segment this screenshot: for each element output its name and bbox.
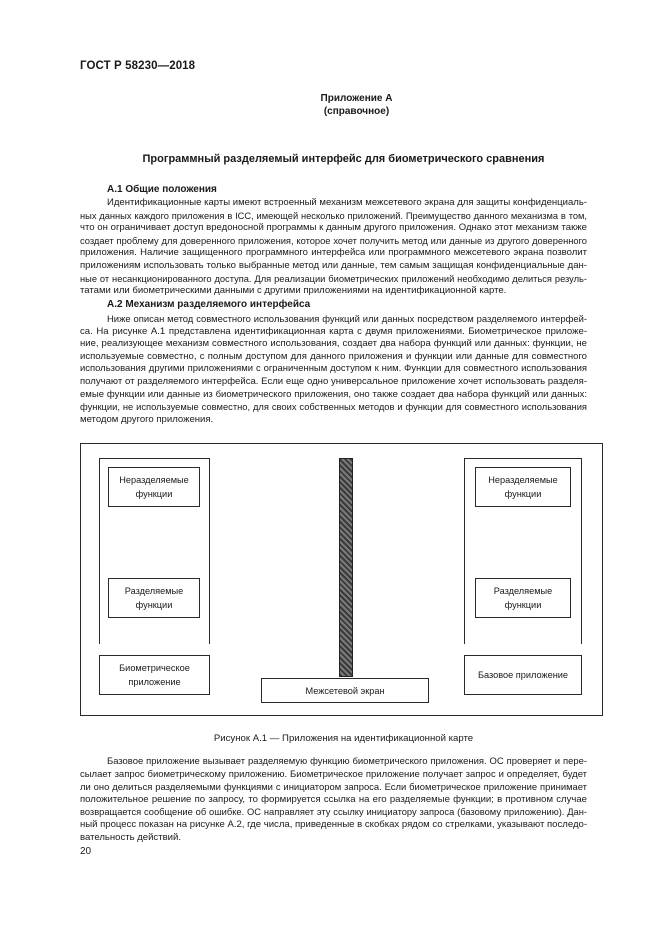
text-line: используемые совместно, с полным доступом для данного приложения и функции или данные для совместного bbox=[80, 350, 587, 362]
main-title: Программный разделяемый интерфейс для биометрического сравнения bbox=[142, 153, 545, 165]
left-unshared-functions-box: Неразделяемые функции bbox=[108, 467, 200, 507]
text-line: приложениям использовать только выбранные метод или данные, тем самым защищая конфиденциальные дан- bbox=[80, 259, 587, 271]
section-heading-a1: А.1 Общие положения bbox=[107, 184, 217, 195]
biometric-app-box: Биометрическое приложение bbox=[99, 655, 210, 695]
left-shared-functions-box: Разделяемые функции bbox=[108, 578, 200, 618]
firewall-bar bbox=[339, 458, 353, 677]
text-line: емые функции или данные из биометрического приложения, оно также создает два набора функций или данных: bbox=[80, 388, 587, 400]
page-number: 20 bbox=[80, 846, 92, 857]
paragraph-a1 bbox=[80, 197, 587, 298]
standard-number: ГОСТ Р 58230—2018 bbox=[80, 60, 196, 72]
text-line: что он ограничивает доступ вредоносной программы к данным другого приложения. Однако этот механизм также bbox=[80, 222, 587, 234]
text-line: возвращается сообщение об ошибке. ОС направляет эту ссылку инициатору запроса (базовому приложению). Дан- bbox=[80, 807, 587, 818]
right-shared-functions-box: Разделяемые функции bbox=[475, 578, 571, 618]
base-app-box: Базовое приложение bbox=[464, 655, 582, 695]
right-unshared-functions-box: Неразделяемые функции bbox=[475, 467, 571, 507]
text-line: положительное решение по запросу, то формируется ссылка на его разделяемые функции; в противном случае bbox=[80, 793, 587, 805]
section-heading-a2: А.2 Механизм разделяемого интерфейса bbox=[107, 299, 311, 310]
text-line: ли оно делиться разделяемыми функциями с инициатором запроса. Если биометрическое приложение принимает bbox=[80, 781, 587, 793]
firewall-label-box: Межсетевой экран bbox=[261, 678, 429, 703]
annex-title: Приложение А bbox=[320, 93, 393, 104]
text-line: Базовое приложение вызывает разделяемую функцию биометрического приложения. ОС проверяет и пере- bbox=[107, 756, 587, 767]
text-line: ние, реализующее механизм совместного использования, создает два набора функций или данных: функции, не bbox=[80, 338, 587, 350]
annex-note: (справочное) bbox=[323, 106, 390, 117]
text-line: са. На рисунке А.1 представлена идентификационная карта с двумя приложениями. Биометрическое приложе- bbox=[80, 325, 587, 337]
text-line: функции, не используемые совместно, для своих собственных методов и функции для совместного использования bbox=[80, 402, 587, 413]
text-line: ные от несанкционированного доступа. Для реализации биометрических приложений необходимо делиться резуль- bbox=[80, 273, 587, 284]
text-line: Ниже описан метод совместного использования функций или данных посредством разделяемого интерфей- bbox=[107, 313, 587, 324]
figure-caption: Рисунок А.1 — Приложения на идентификационной карте bbox=[213, 733, 474, 744]
paragraph-a2 bbox=[80, 313, 587, 426]
text-line: Идентификационные карты имеют встроенный механизм межсетевого экрана для защиты конфиденциаль- bbox=[107, 197, 587, 208]
text-line: создает проблему для доверенного приложения, которое хочет получить метод или данные из другого доверенного bbox=[80, 235, 587, 246]
text-line: приложения. Наличие защищенного программного интерфейса или программного межсетевого экрана позволит bbox=[80, 247, 587, 259]
paragraph-after-figure bbox=[80, 756, 587, 844]
text-line: ный процесс показан на рисунке А.2, где числа, приведенные в скобках рядом со стрелками, указывают последо- bbox=[80, 818, 587, 830]
text-line: использования другими приложениями с ограниченным доступом к ним. Функции для совместного использования bbox=[80, 363, 587, 375]
text-line: вательность действий. bbox=[80, 831, 181, 843]
text-line: татами или биометрическими данными с другими приложениями на идентификационной карте. bbox=[80, 285, 507, 297]
text-line: получают от разделяемого интерфейса. Если еще одно универсальное приложение хочет использовать разделя- bbox=[80, 375, 587, 387]
text-line: ных данных каждого приложения в ICC, имеющей несколько приложений. Преимущество данного механизма в том, bbox=[80, 210, 587, 221]
text-line: сылает запрос биометрическому приложению. Биометрическое приложение получает запрос и определяет, будет bbox=[80, 768, 587, 780]
text-line: методом другого приложения. bbox=[80, 413, 214, 425]
